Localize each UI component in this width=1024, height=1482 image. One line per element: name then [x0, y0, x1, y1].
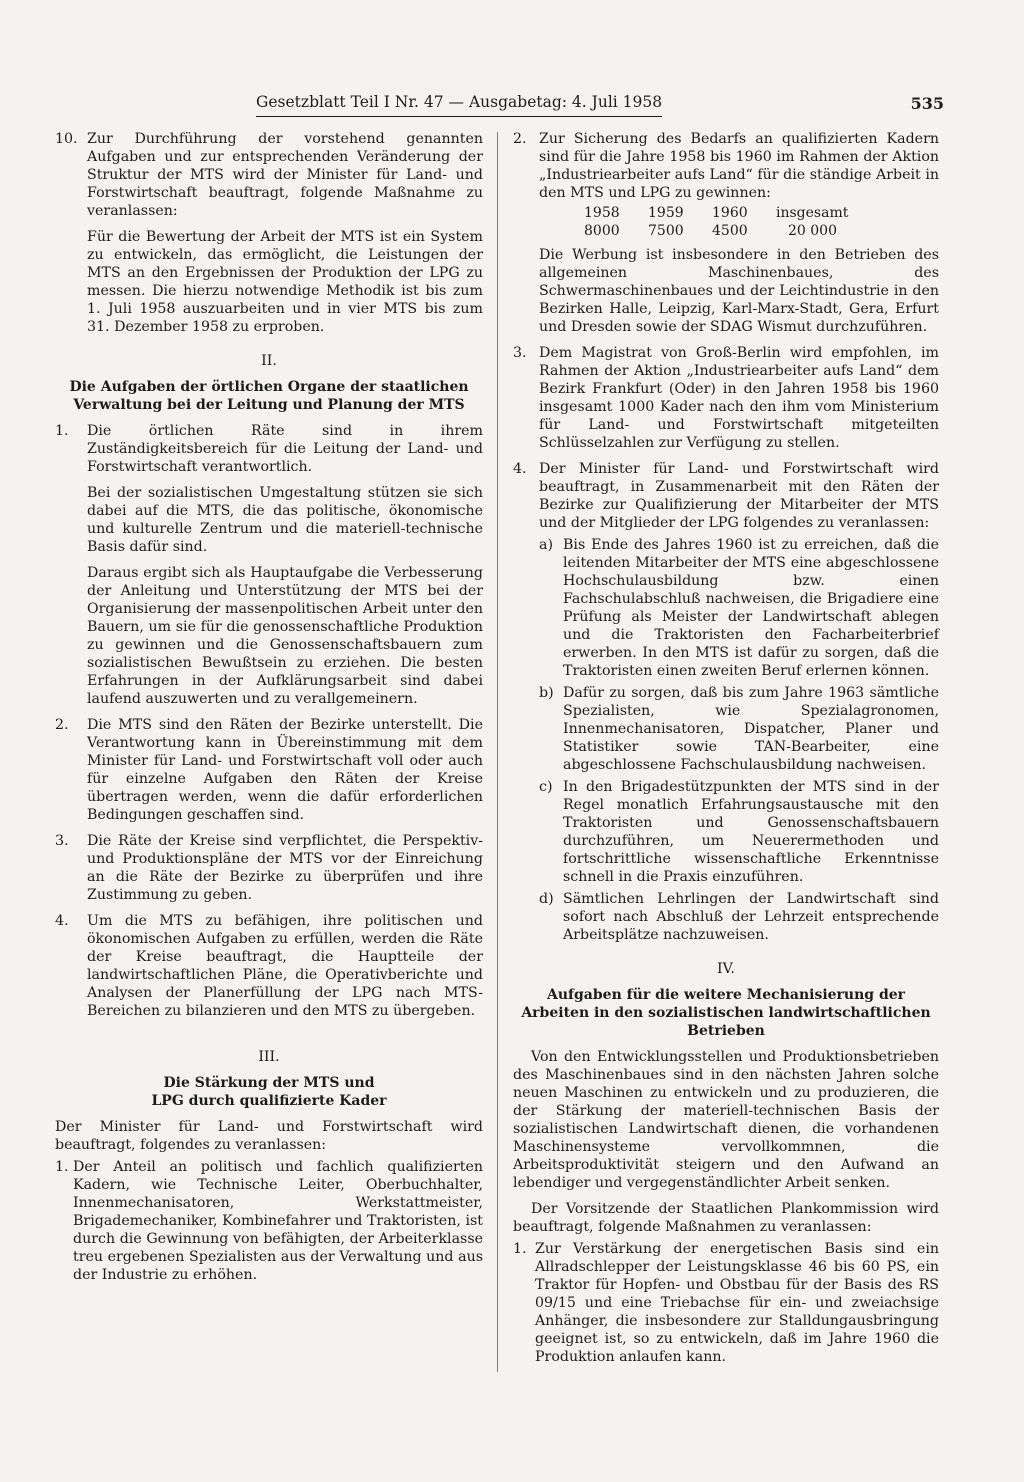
sub-item-label: d): [539, 891, 554, 907]
paragraph: Die örtlichen Räte sind in ihrem Zuständigkeitsbereich für die Leitung der Land- und Forstwirtschaft verantwortlich.: [87, 423, 483, 475]
sub-item: [539, 684, 939, 774]
table-cell: 1958: [584, 205, 620, 221]
column-divider: [497, 132, 498, 1372]
list-item: [513, 460, 939, 944]
sub-item: [539, 536, 939, 680]
table-header-row: [584, 204, 862, 222]
paragraph: Bei der sozialistischen Umgestaltung stützen sie sich dabei auf die MTS, die das politische, ökonomische und kulturelle Zentrum und die materiell-technische Basis dafür sind.: [87, 485, 483, 555]
paragraph: Bis Ende des Jahres 1960 ist zu erreichen, daß die leitenden Mitarbeiter der MTS eine abgeschlossene Hochschulausbildung bzw. einen Fachschulabschluß nachweisen, die Brigadiere eine Prüfung als Meister der Landwirtschaft ablegen und die Traktoristen den Facharbeiterbrief erwerben. In den MTS ist dafür zu sorgen, daß die Traktoristen einen zweiten Beruf erlernen können.: [563, 537, 939, 679]
paragraph: Dem Magistrat von Groß-Berlin wird empfohlen, im Rahmen der Aktion „Industriearbeiter aufs Land“ dem Bezirk Frankfurt (Oder) in den Jahren 1958 bis 1960 insgesamt 1000 Kader nach den ihm vom Ministerium für Land- und Forstwirtschaft mitgeteilten Schlüsselzahlen zur Verfügung zu stellen.: [539, 345, 939, 451]
table-cell: 4500: [712, 223, 748, 239]
paragraph: Der Vorsitzende der Staatlichen Plankommission wird beauftragt, folgende Maßnahmen zu veranlassen:: [513, 1201, 939, 1235]
list-item: [55, 130, 483, 336]
item-number: 1.: [55, 1159, 69, 1175]
paragraph: Die Räte der Kreise sind verpflichtet, die Perspektiv- und Produktionspläne der MTS vor der Einreichung an die Räte der Bezirke zu überprüfen und ihre Zustimmung zu geben.: [87, 833, 483, 903]
right-column: [513, 130, 939, 1366]
sub-item-label: b): [539, 685, 554, 701]
list-item: [513, 1240, 939, 1366]
paragraph: Von den Entwicklungsstellen und Produktionsbetrieben des Maschinenbaues sind in den nächsten Jahren solche neuen Maschinen zu entwickeln und zu produzieren, die der Stärkung der materiell-technischen Basis der sozialistischen Landwirtschaft dienen, die vorhandenen Maschinensysteme vervollkommnen, die Arbeitsproduktivität steigern und den Aufwand an lebendiger und vergegenständlichter Arbeit senken.: [513, 1049, 939, 1191]
item-number: 2.: [55, 717, 69, 733]
section-number: IV.: [717, 961, 735, 977]
paragraph: Daraus ergibt sich als Hauptaufgabe die Verbesserung der Anleitung und Unterstützung der MTS bei der Organisierung der massenpolitischen Arbeit unter den Bauern, um sie für die genossenschaftliche Produktion zu gewinnen und die Genossenschaftsbauern zum sozialistischen Bewußtsein zu erziehen. Die besten Erfahrungen in der Aufklärungsarbeit sind dabei laufend auszuwerten und zu verallgemeinern.: [87, 565, 483, 707]
sub-item-label: c): [539, 779, 553, 795]
item-number: 1.: [513, 1241, 527, 1257]
table-cell: 1960: [712, 205, 748, 221]
paragraph: Zur Durchführung der vorstehend genannten Aufgaben und zur entsprechenden Veränderung der Struktur der MTS wird der Minister für Land- und Forstwirtschaft beauftragt, folgende Maßnahme zu veranlassen:: [87, 131, 483, 219]
item-number: 4.: [55, 913, 69, 929]
paragraph: Dafür zu sorgen, daß bis zum Jahre 1963 sämtliche Spezialisten, wie Spezialagronomen, Innenmechanisatoren, Dispatcher, Planer und Statistiker sowie TAN-Bearbeiter, eine abgeschlossene Fachschulausbildung nachweisen.: [563, 685, 939, 773]
section-number: III.: [258, 1049, 280, 1065]
paragraph: Der Minister für Land- und Forstwirtschaft wird beauftragt, in Zusammenarbeit mit den Räten der Bezirke zur Qualifizierung der Mitarbeiter der MTS und der Mitglieder der LPG folgendes zu veranlassen:: [539, 461, 939, 531]
table-cell: insgesamt: [776, 205, 849, 221]
stats-table: [584, 204, 862, 240]
sub-item: [539, 890, 939, 944]
list-item: [513, 344, 939, 452]
list-item: [55, 716, 483, 824]
sub-item: [539, 778, 939, 886]
page-number: 535: [910, 94, 944, 113]
item-number: 3.: [55, 833, 69, 849]
item-number: 1.: [55, 423, 69, 439]
item-number: 2.: [513, 131, 527, 147]
table-row: [584, 222, 862, 240]
item-number: 3.: [513, 345, 527, 361]
table-cell: 7500: [648, 223, 684, 239]
table-cell: 1959: [648, 205, 684, 221]
section-heading: Die Stärkung der MTS und LPG durch qualifizierte Kader: [151, 1075, 387, 1109]
table-cell: 20 000: [788, 223, 837, 239]
left-column: [55, 130, 483, 1284]
section-number: II.: [261, 353, 277, 369]
paragraph: Der Minister für Land- und Forstwirtschaft wird beauftragt, folgendes zu veranlassen:: [55, 1119, 483, 1153]
item-number: 4.: [513, 461, 527, 477]
paragraph: Der Anteil an politisch und fachlich qualifizierten Kadern, wie Technische Leiter, Oberbuchhalter, Innenmechanisatoren, Werkstattmeister, Brigademechaniker, Kombinefahrer und Traktoristen, ist durch die Gewinnung von befähigten, der Arbeiterklasse treu ergebenen Spezialisten aus der Verwaltung und aus der Industrie zu erhöhen.: [73, 1159, 483, 1283]
list-item: [513, 130, 939, 336]
paragraph: Zur Verstärkung der energetischen Basis sind ein Allradschlepper der Leistungsklasse 46 bis 60 PS, ein Traktor für Hopfen- und Obstbau für der Basis des RS 09/15 und eine Triebachse für ein- und zweiachsige Anhänger, die insbesondere zur Stalldungausbringung geeignet ist, so zu entwickeln, daß im Jahre 1960 die Produktion anlaufen kann.: [535, 1241, 939, 1365]
paragraph: Für die Bewertung der Arbeit der MTS ist ein System zu entwickeln, das ermöglicht, die Leistungen der MTS an den Ergebnissen der Produktion der LPG zu messen. Die hierzu notwendige Methodik ist bis zum 1. Juli 1958 auszuarbeiten und in vier MTS bis zum 31. Dezember 1958 zu erproben.: [87, 229, 483, 335]
list-item: [55, 912, 483, 1020]
section-heading: Aufgaben für die weitere Mechanisierung der Arbeiten in den sozialistischen landwirtschaftlichen Betrieben: [521, 987, 931, 1039]
header-title: Gesetzblatt Teil I Nr. 47 — Ausgabetag: 4. Juli 1958: [256, 92, 662, 117]
list-item: [55, 422, 483, 708]
paragraph: Zur Sicherung des Bedarfs an qualifizierten Kadern sind für die Jahre 1958 bis 1960 im Rahmen der Aktion „Industriearbeiter aufs Land“ für die ständige Arbeit in den MTS und LPG zu gewinnen:: [539, 131, 939, 201]
paragraph: In den Brigadestützpunkten der MTS sind in der Regel monatlich Erfahrungsaustausche mit den Traktoristen und Genossenschaftsbauern durchzuführen, um Neuerermethoden und fortschrittliche wissenschaftliche Erkenntnisse schnell in die Praxis einzuführen.: [563, 779, 939, 885]
page-header: [256, 92, 944, 117]
section-heading: Die Aufgaben der örtlichen Organe der staatlichen Verwaltung bei der Leitung und Planung der MTS: [69, 379, 469, 413]
paragraph: Die Werbung ist insbesondere in den Betrieben des allgemeinen Maschinenbaues, des Schwermaschinenbaues und der Leichtindustrie in den Bezirken Halle, Leipzig, Karl-Marx-Stadt, Gera, Erfurt und Dresden sowie der SDAG Wismut durchzuführen.: [539, 247, 939, 335]
sub-item-label: a): [539, 537, 553, 553]
item-number: 10.: [55, 131, 78, 147]
paragraph: Sämtlichen Lehrlingen der Landwirtschaft sind sofort nach Abschluß der Lehrzeit entsprechende Arbeitsplätze nachzuweisen.: [563, 891, 939, 943]
list-item: [55, 832, 483, 904]
list-item: [55, 1158, 483, 1284]
paragraph: Um die MTS zu befähigen, ihre politischen und ökonomischen Aufgaben zu erfüllen, werden die Räte der Kreise beauftragt, die Hauptteile der landwirtschaftlichen Pläne, die Operativberichte und Analysen der Planerfüllung der LPG nach MTS-Bereichen zu bilanzieren und den MTS zu übergeben.: [87, 913, 483, 1019]
table-cell: 8000: [584, 223, 620, 239]
paragraph: Die MTS sind den Räten der Bezirke unterstellt. Die Verantwortung kann in Übereinstimmung mit dem Minister für Land- und Forstwirtschaft voll oder auch für einzelne Aufgaben den Räten der Kreise übertragen werden, wenn die dafür erforderlichen Bedingungen geschaffen sind.: [87, 717, 483, 823]
